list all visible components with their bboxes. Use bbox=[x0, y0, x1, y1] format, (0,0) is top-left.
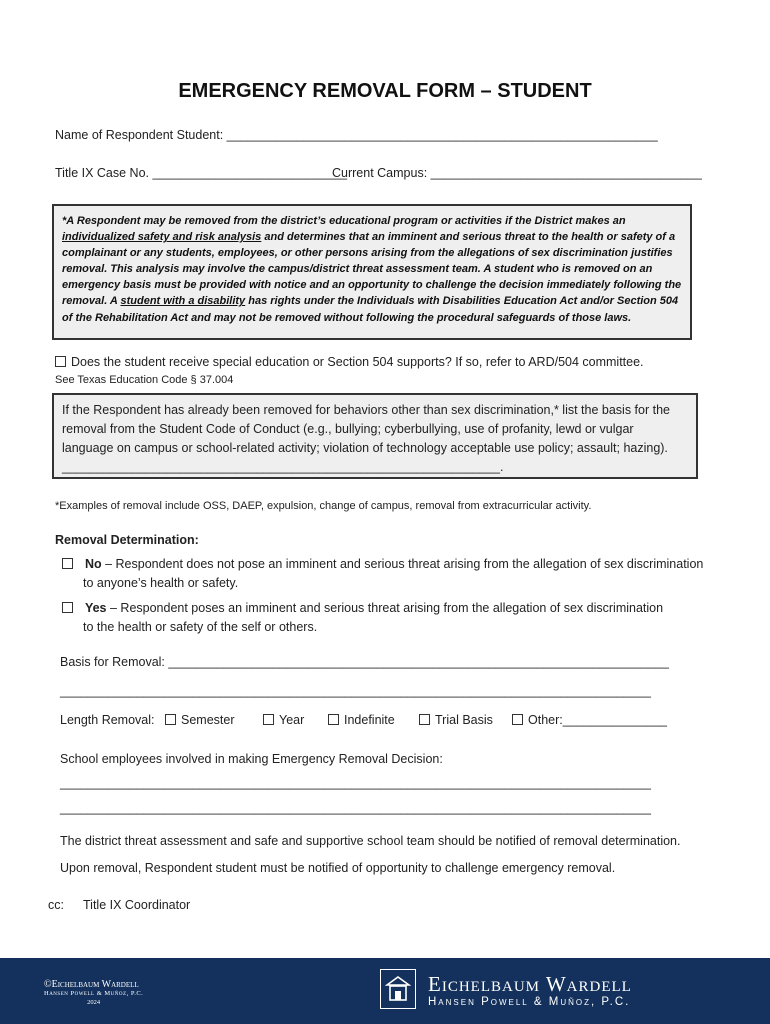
semester-checkbox[interactable] bbox=[165, 714, 176, 725]
threat-team-note: The district threat assessment and safe and supportive school team should be notified of removal determination. bbox=[60, 834, 681, 848]
notice-text-1: *A Respondent may be removed from the district’s educational program or activities if the District makes an bbox=[62, 215, 626, 227]
student-disability-link[interactable]: student with a disability bbox=[120, 295, 246, 308]
length-option-indefinite[interactable]: Indefinite bbox=[328, 713, 395, 727]
employees-blank-line-2[interactable]: _____________________________________________________________________________________ bbox=[60, 801, 651, 815]
employees-blank-line-1[interactable]: _____________________________________________________________________________________ bbox=[60, 776, 651, 790]
special-ed-question-text: Does the student receive special education or Section 504 supports? If so, refer to ARD/504 committee. bbox=[71, 355, 644, 369]
determination-yes-option bbox=[62, 601, 663, 615]
no-checkbox[interactable] bbox=[62, 558, 73, 569]
notice-text-3: has rights under the Individuals with Disabilities Education Act and/or Section 504 of the Rehabilitation Act and may not be removed without following the procedural safeguards of those laws. bbox=[62, 295, 679, 324]
basis-for-removal-line[interactable]: Basis for Removal: ________________________________________________________________________ bbox=[60, 655, 669, 669]
length-option-year[interactable]: Year bbox=[263, 713, 304, 727]
year-checkbox[interactable] bbox=[263, 714, 274, 725]
removal-notice-box bbox=[52, 204, 692, 340]
notice-text-2: and determines that an imminent and serious threat to the health or safety of a complainant or any students, employees, or other persons arising from the allegations of sex discrimination justifies removal. This analysis may involve the campus/district threat assessment team. A student who is removed on an emergency basis must be provided with notice and an opportunity to challenge the decision immediately following the removal. A bbox=[62, 231, 682, 308]
yes-checkbox[interactable] bbox=[62, 602, 73, 613]
employees-label: School employees involved in making Emergency Removal Decision: bbox=[60, 752, 443, 766]
case-number-line[interactable]: Title IX Case No. ____________________________ bbox=[55, 166, 348, 180]
individualized-analysis-link[interactable]: individualized safety and risk analysis bbox=[62, 231, 262, 244]
no-text: – Respondent does not pose an imminent and serious threat arising from the allegation of sex discrimination bbox=[101, 557, 704, 571]
trial-basis-checkbox[interactable] bbox=[419, 714, 430, 725]
upon-removal-note: Upon removal, Respondent student must be notified of opportunity to challenge emergency removal. bbox=[60, 861, 616, 875]
basis-blank-line[interactable]: _____________________________________________________________________________________ bbox=[60, 684, 651, 698]
cc-value: Title IX Coordinator bbox=[83, 898, 191, 912]
special-ed-checkbox[interactable] bbox=[55, 356, 66, 367]
education-code-ref: See Texas Education Code § 37.004 bbox=[55, 374, 234, 386]
yes-label: Yes bbox=[84, 601, 107, 615]
no-text-line2: to anyone’s health or safety. bbox=[83, 576, 239, 590]
form-title: EMERGENCY REMOVAL FORM – STUDENT bbox=[178, 80, 592, 102]
special-ed-question bbox=[55, 355, 644, 369]
firm-name-line1: Eichelbaum Wardell bbox=[428, 972, 632, 996]
yes-text-line2: to the health or safety of the self or others. bbox=[83, 620, 318, 634]
examples-note: *Examples of removal include OSS, DAEP, expulsion, change of campus, removal from extracurricular activity. bbox=[55, 500, 592, 512]
length-removal-label: Length Removal: bbox=[60, 713, 155, 727]
length-option-trial-basis[interactable]: Trial Basis bbox=[419, 713, 493, 727]
prior-removal-text[interactable]: If the Respondent has already been removed for behaviors other than sex discrimination,* list the basis for the removal from the Student Code of Conduct (e.g., bullying; cyberbullying, use of profanity, lewd or vulgar language on campus or school-related activity; violation of technology acceptable use policy; assault; hazing). _______________________________________________________________. bbox=[62, 403, 670, 474]
current-campus-line[interactable]: Current Campus: _______________________________________ bbox=[332, 166, 702, 180]
indefinite-checkbox[interactable] bbox=[328, 714, 339, 725]
determination-heading: Removal Determination: bbox=[55, 533, 199, 547]
length-option-semester[interactable]: Semester bbox=[165, 713, 235, 727]
no-label: No bbox=[84, 557, 102, 571]
firm-name-line2: Hansen Powell & Muñoz, P.C. bbox=[428, 996, 631, 1008]
yes-text: – Respondent poses an imminent and serious threat arising from the allegation of sex discrimination bbox=[106, 601, 664, 615]
house-icon bbox=[380, 969, 416, 1009]
respondent-name-line[interactable]: Name of Respondent Student: ______________________________________________________________ bbox=[55, 128, 658, 142]
other-checkbox[interactable] bbox=[512, 714, 523, 725]
length-option-other[interactable]: Other:_______________ bbox=[512, 713, 667, 727]
prior-removal-box bbox=[52, 393, 698, 479]
copyright-logo: ©Eichelbaum Wardell Hansen Powell & Muñoz, P.C. 2024 bbox=[44, 979, 144, 1006]
determination-no-option bbox=[62, 557, 703, 571]
cc-label: cc: bbox=[48, 898, 64, 912]
